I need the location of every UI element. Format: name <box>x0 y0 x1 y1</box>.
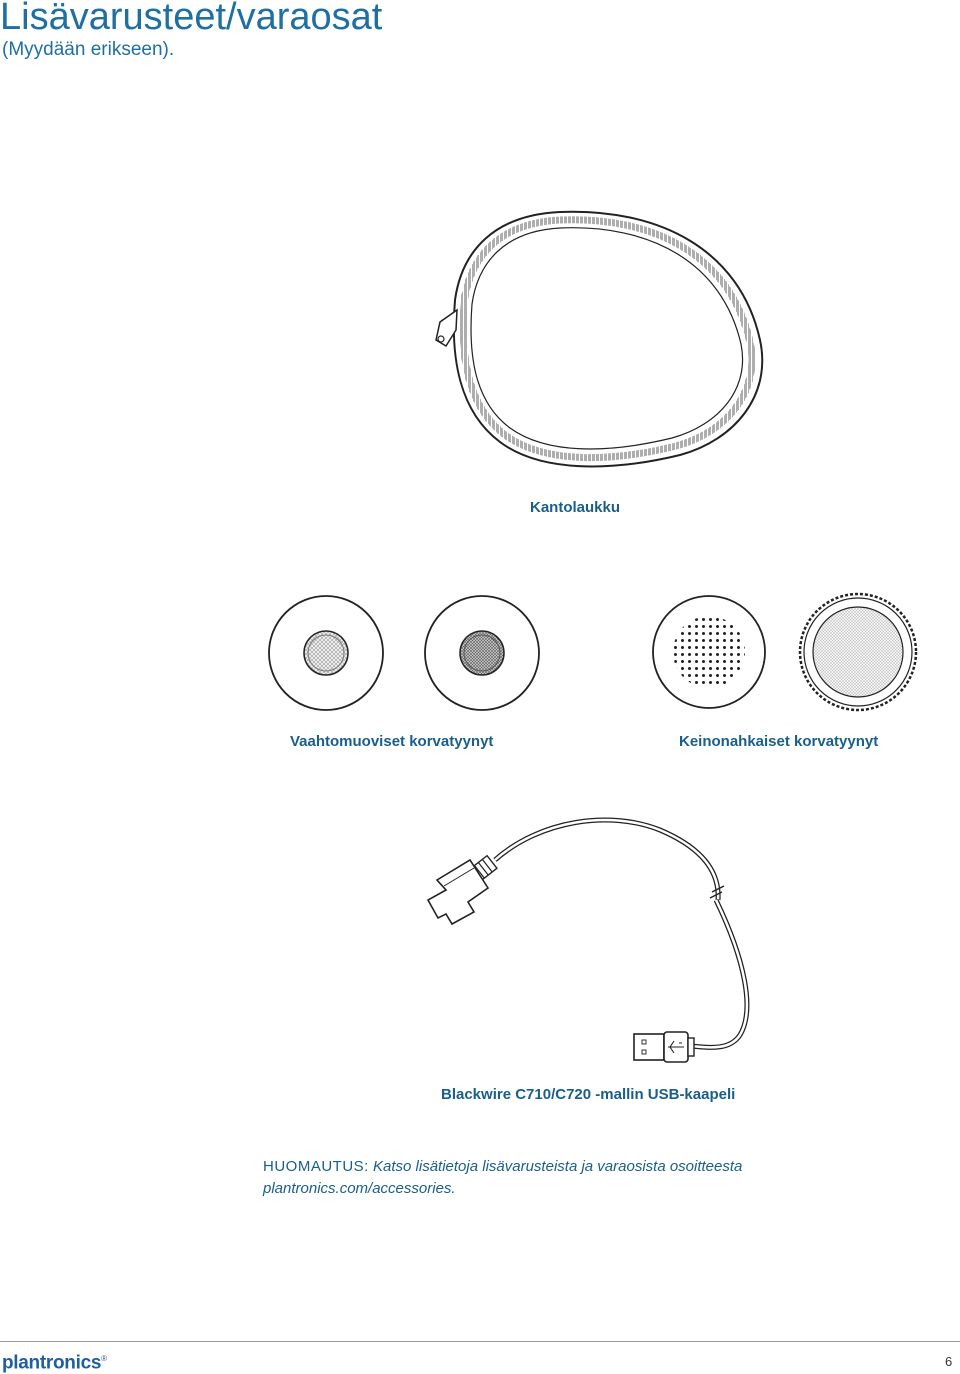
foam-cushions-illustration <box>269 596 539 710</box>
page-number: 6 <box>945 1354 953 1369</box>
note-label: HUOMAUTUS: <box>263 1158 369 1175</box>
foam-cushions-caption: Vaahtomuoviset korvatyynyt <box>290 733 494 750</box>
page-subtitle: (Myydään erikseen). <box>2 39 175 60</box>
brand-logo <box>2 1348 107 1374</box>
carrying-case-caption: Kantolaukku <box>530 499 621 516</box>
leatherette-cushions-illustration <box>653 594 916 710</box>
brand-name: plantronics <box>2 1352 102 1374</box>
note-paragraph <box>263 1156 903 1200</box>
usb-cable-illustration <box>428 820 747 1062</box>
leatherette-cushions-caption: Keinonahkaiset korvatyynyt <box>679 733 879 750</box>
page-title: Lisävarusteet/varaosat <box>0 0 383 38</box>
trademark-symbol: ® <box>101 1354 107 1363</box>
note-text: Katso lisätietoja lisävarusteista ja varaosista osoitteesta plantronics.com/accessories. <box>263 1158 743 1197</box>
carrying-case-illustration <box>436 212 762 467</box>
footer-divider <box>0 1341 960 1342</box>
usb-cable-caption: Blackwire C710/C720 -mallin USB-kaapeli <box>441 1086 736 1103</box>
